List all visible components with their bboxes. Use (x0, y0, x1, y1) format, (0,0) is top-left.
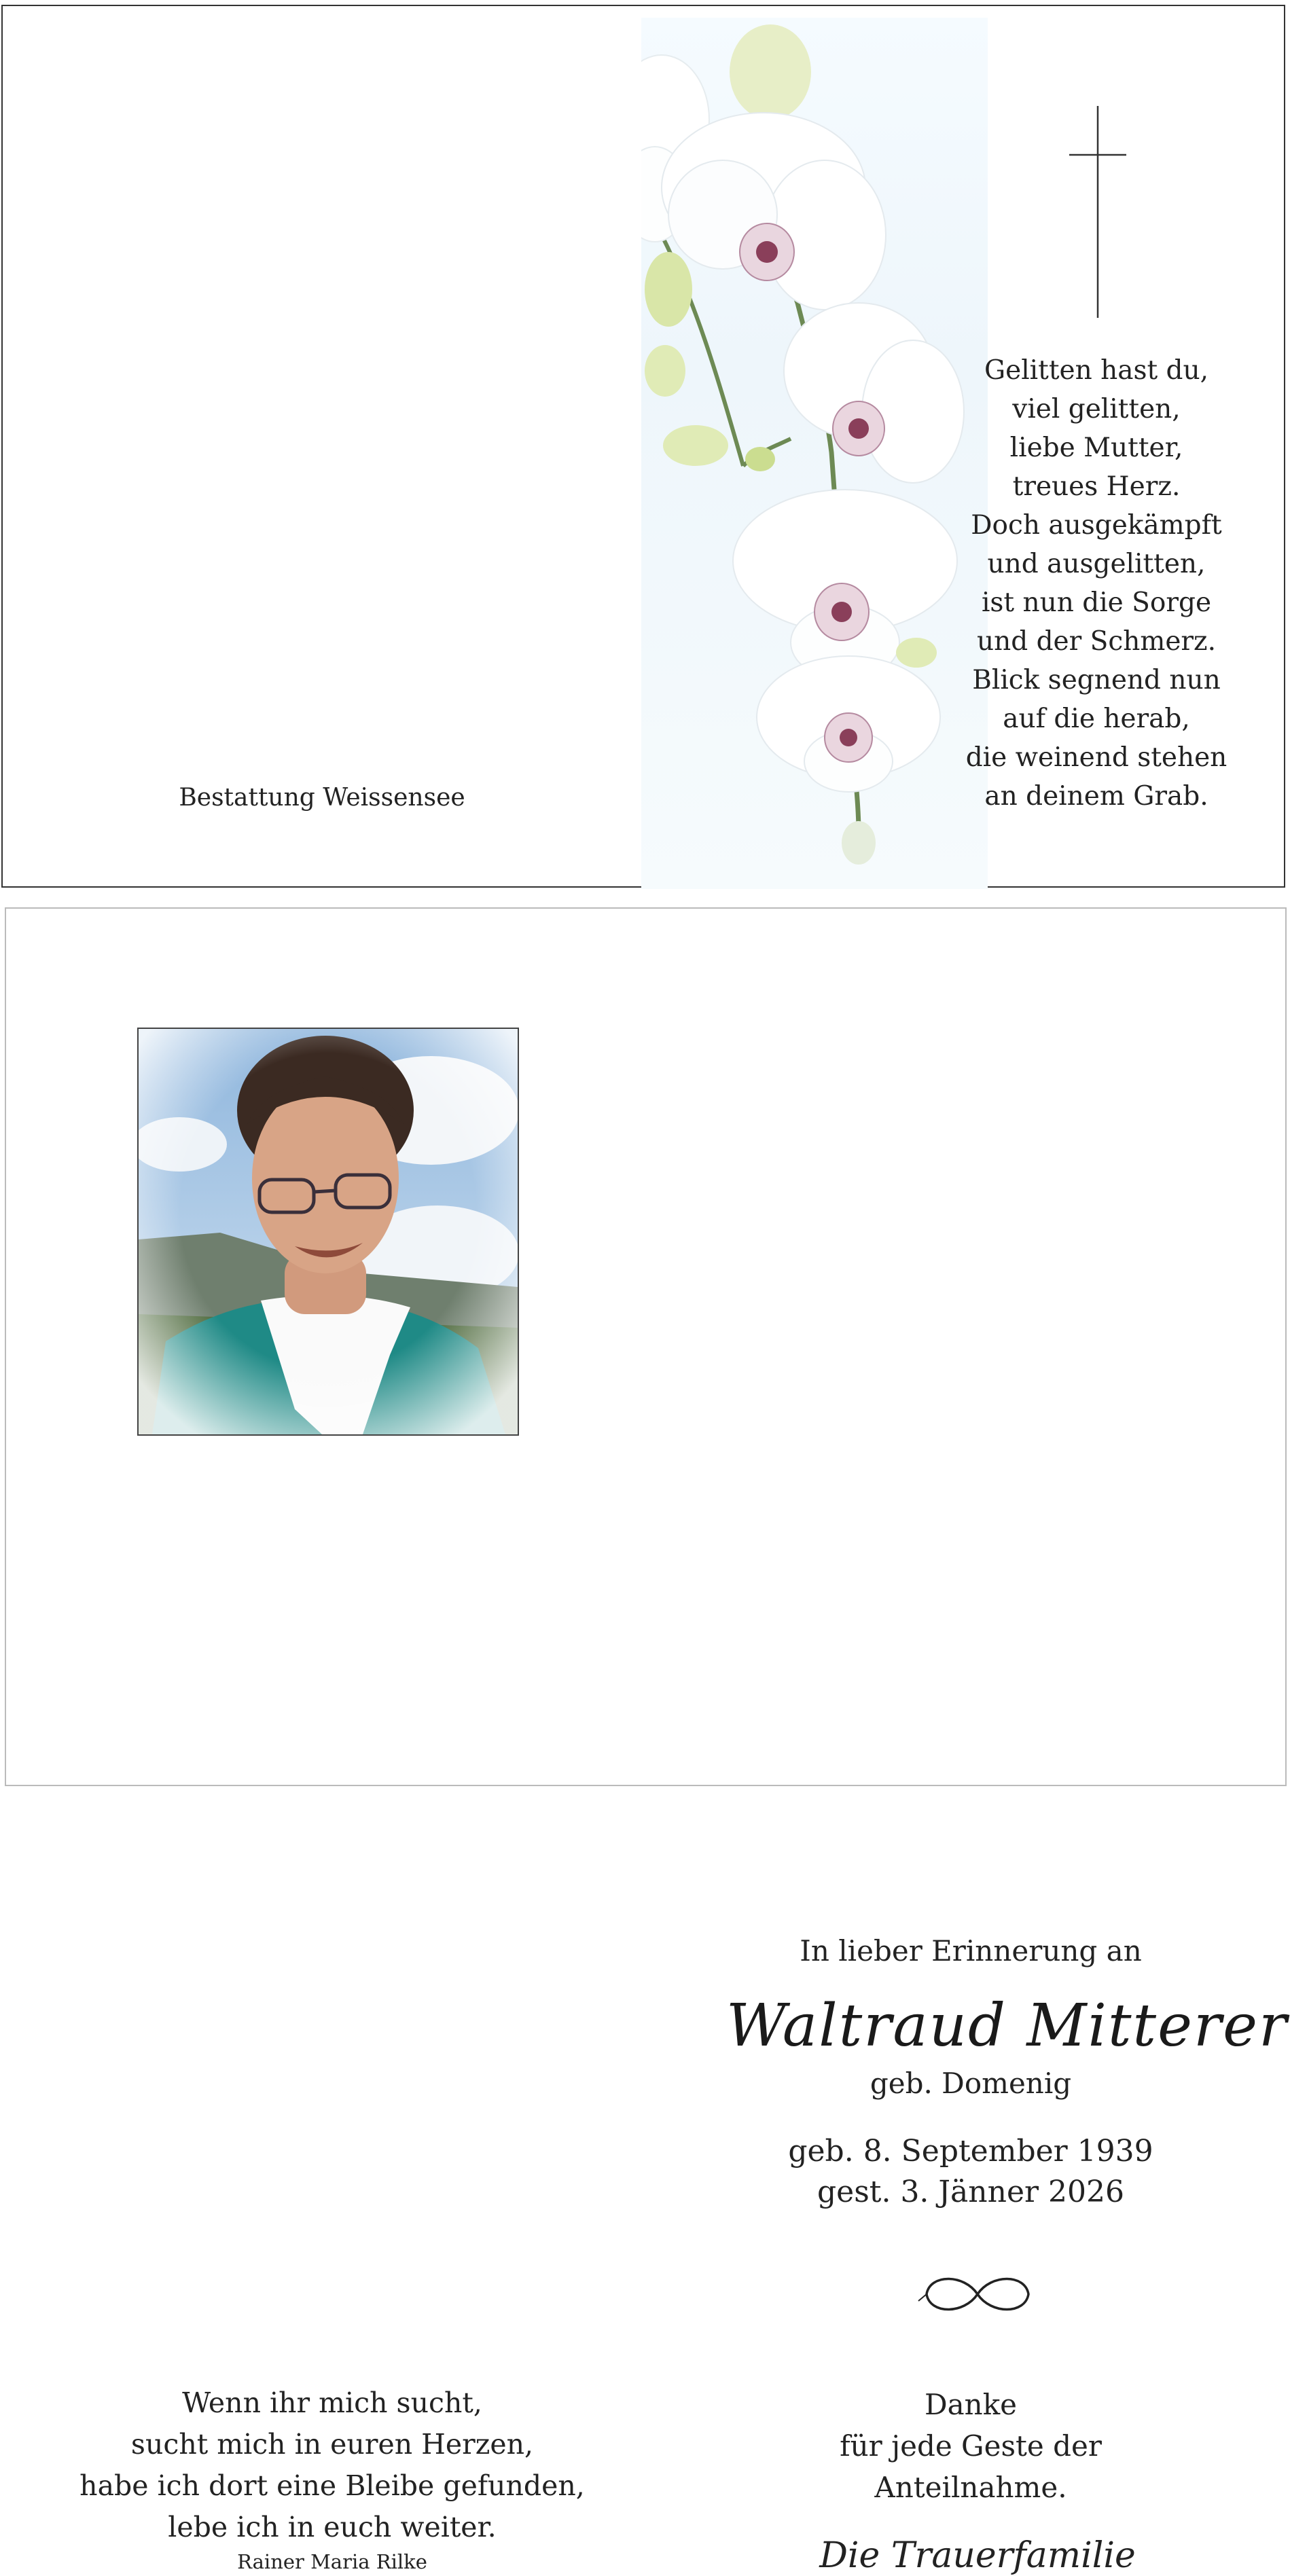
poem-line: Gelitten hast du, (984, 355, 1209, 386)
funeral-home-name: Bestattung Weissensee (179, 784, 465, 812)
poem (954, 351, 1239, 816)
infinity-icon (916, 2270, 1039, 2318)
quote-line: sucht mich in euren Herzen, (130, 2428, 534, 2461)
card-inside (5, 907, 1289, 2576)
thanks-line: Anteilnahme. (874, 2471, 1067, 2504)
cross-icon (1069, 106, 1126, 318)
portrait-image (139, 1029, 518, 1434)
portrait-photo (137, 1028, 519, 1436)
poem-line: liebe Mutter, (1009, 433, 1183, 463)
poem-line: an deinem Grab. (984, 781, 1208, 812)
birth-date: geb. 8. September 1939 (788, 2134, 1153, 2169)
thanks-line: Danke (924, 2388, 1018, 2421)
quote-line: Wenn ihr mich sucht, (182, 2387, 482, 2419)
poem-line: ist nun die Sorge (981, 587, 1212, 618)
poem-line: die weinend stehen (965, 742, 1228, 773)
memory-intro: In lieber Erinnerung an (800, 1934, 1142, 1967)
quote-line: lebe ich in euch weiter. (168, 2511, 497, 2543)
white-orchid-icon (641, 18, 988, 889)
poem-line: Blick segnend nun (972, 665, 1221, 695)
life-dates (760, 2131, 1181, 2213)
quote-author: Rainer Maria Rilke (237, 2550, 427, 2573)
quote-line: habe ich dort eine Bleibe gefunden, (79, 2469, 585, 2502)
card-front (1, 5, 1285, 888)
poem-line: auf die herab, (1003, 704, 1190, 734)
poem-line: Doch ausgekämpft (971, 510, 1222, 541)
thanks-text (794, 2384, 1147, 2508)
orchid-image (641, 18, 988, 889)
rilke-quote (74, 2382, 590, 2548)
deceased-name: Waltraud Mitterer (726, 1992, 1289, 2060)
family-signature: Die Trauerfamilie (819, 2535, 1136, 2576)
poem-line: und ausgelitten, (987, 549, 1206, 579)
poem-line: treues Herz. (1012, 471, 1181, 502)
poem-line: viel gelitten, (1012, 394, 1181, 424)
poem-line: und der Schmerz. (976, 626, 1216, 657)
death-date: gest. 3. Jänner 2026 (817, 2175, 1124, 2209)
maiden-name: geb. Domenig (870, 2067, 1072, 2100)
thanks-line: für jede Geste der (840, 2429, 1102, 2463)
